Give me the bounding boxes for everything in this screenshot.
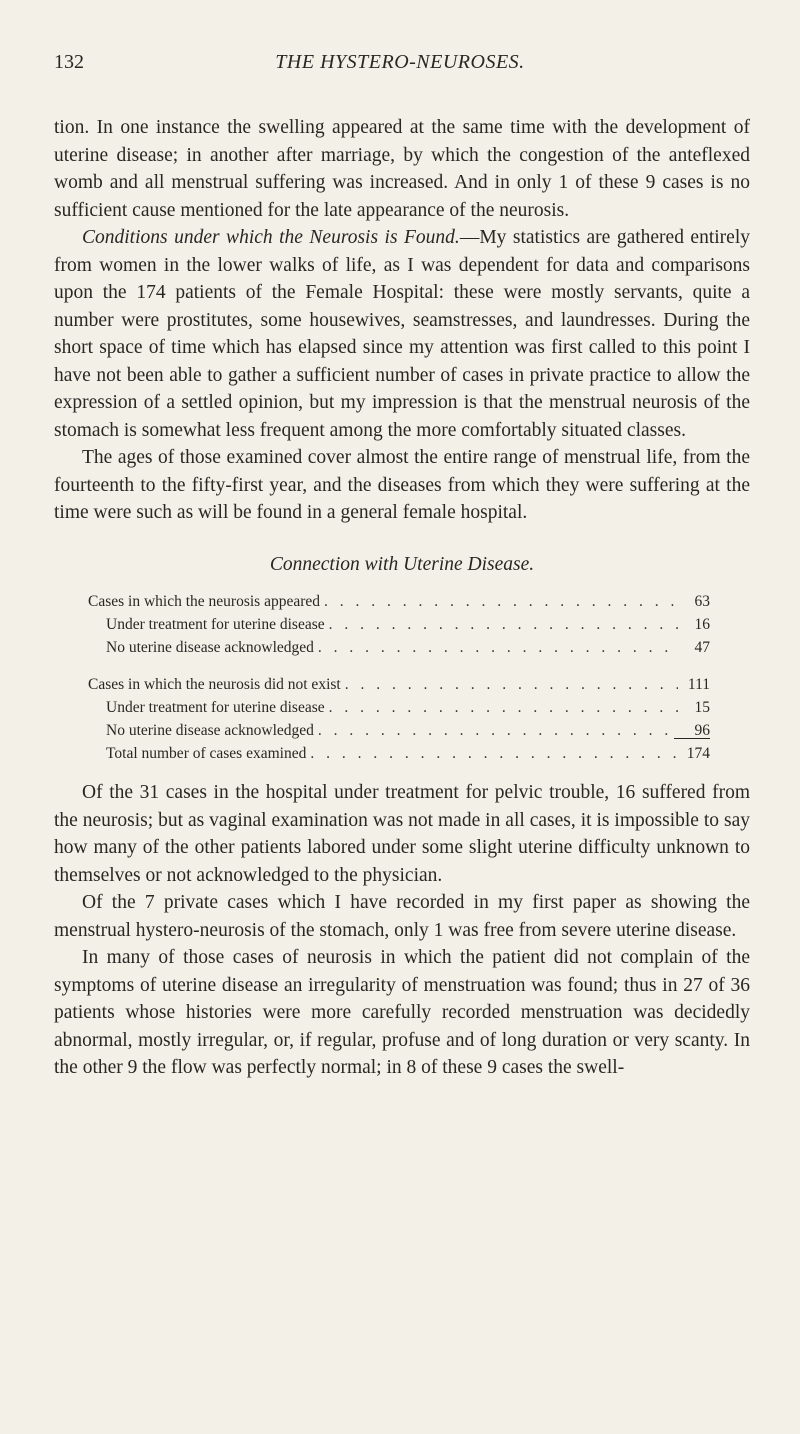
table-title: Connection with Uterine Disease. bbox=[269, 553, 535, 575]
table-row-total bbox=[88, 742, 710, 765]
running-title: THE HYSTERO-NEUROSES. bbox=[275, 51, 525, 73]
paragraph-ages: The ages of those examined cover almost the entire range of menstrual life, from the fourteenth to the fifty-first year, and the diseases from which they were suffering at the time were such as will be found in a general female hospital. bbox=[54, 447, 750, 523]
row-value: 15 bbox=[694, 699, 710, 716]
leader-dots bbox=[310, 742, 678, 765]
row-label: No uterine disease acknowledged bbox=[106, 639, 314, 656]
leader-dots bbox=[329, 696, 678, 719]
row-label: Total number of cases examined bbox=[106, 745, 307, 762]
row-label: Under treatment for uterine disease bbox=[106, 616, 325, 633]
row-label: No uterine disease acknowledged bbox=[106, 722, 314, 739]
paragraph-continued: tion. In one instance the swelling appeared at the same time with the development of uterine disease; in another after marriage, by which the congestion of the anteflexed womb and all menstrual suffering was increased. And in only 1 of these 9 cases is no sufficient cause mentioned for the late appearance of the neurosis. bbox=[54, 117, 750, 221]
row-value: 63 bbox=[694, 593, 710, 610]
leader-dots bbox=[318, 719, 678, 742]
paragraph-conditions-text: My statistics are gathered entirely from women in the lower walks of life, as I was dependent for data and comparisons upon the 174 patients of the Female Hospital: these were mostly servants, quite a number were prostitutes, some housewives, seamstresses, and laundresses. During the short space of time which has elapsed since my attention was first called to this point I have not been able to gather a sufficient number of cases in private practice to allow the expression of a settled opinion, but my impression is that the menstrual neurosis of the stomach is somewhat less frequent among the more comfortably situated classes. bbox=[54, 227, 750, 441]
leader-dots bbox=[329, 613, 678, 636]
row-value: 47 bbox=[694, 639, 710, 656]
paragraph-conditions bbox=[54, 224, 750, 444]
row-label: Under treatment for uterine disease bbox=[106, 699, 325, 716]
table-row-group1-sub2 bbox=[88, 636, 710, 659]
row-label: Cases in which the neurosis appeared bbox=[88, 593, 321, 610]
inline-heading: Conditions under which the Neurosis is Found. bbox=[82, 227, 460, 248]
row-label: Cases in which the neurosis did not exist bbox=[88, 676, 341, 693]
table-row-group2-sub1 bbox=[88, 696, 710, 719]
table-row-group1-sub1 bbox=[88, 613, 710, 636]
table-row-group2-sub2 bbox=[88, 719, 710, 742]
row-value: 174 bbox=[686, 745, 710, 762]
table-row-group2 bbox=[88, 673, 710, 696]
inline-heading-dash: — bbox=[459, 227, 480, 248]
row-value: 96 bbox=[694, 722, 710, 739]
row-value: 111 bbox=[687, 676, 710, 693]
page-number: 132 bbox=[54, 51, 84, 73]
paragraph-irregularity: In many of those cases of neurosis in which the patient did not complain of the symptoms of uterine disease an irregularity of menstruation was found; thus in 27 of 36 patients whose histories were more carefully recorded menstruation was decidedly abnormal, mostly irregular, or, if regular, profuse and of long duration or very scanty. In the other 9 the flow was perfectly normal; in 8 of these 9 cases the swell- bbox=[54, 947, 750, 1078]
statistics-table bbox=[88, 590, 710, 765]
page-header bbox=[54, 48, 746, 76]
row-value: 16 bbox=[694, 616, 710, 633]
table-row-group1 bbox=[88, 590, 710, 613]
leader-dots bbox=[318, 636, 678, 659]
leader-dots bbox=[345, 673, 678, 696]
paragraph-private-cases: Of the 7 private cases which I have recorded in my first paper as showing the menstrual hystero-neurosis of the stomach, only 1 was free from severe uterine disease. bbox=[54, 892, 750, 941]
paragraph-pelvic: Of the 31 cases in the hospital under treatment for pelvic trouble, 16 suffered from the neurosis; but as vaginal examination was not made in all cases, it is impossible to say how many of the other patients labored under some slight uterine difficulty unknown to themselves or not acknowledged to the physician. bbox=[54, 782, 750, 886]
leader-dots bbox=[324, 590, 678, 613]
page-body bbox=[54, 114, 750, 1082]
